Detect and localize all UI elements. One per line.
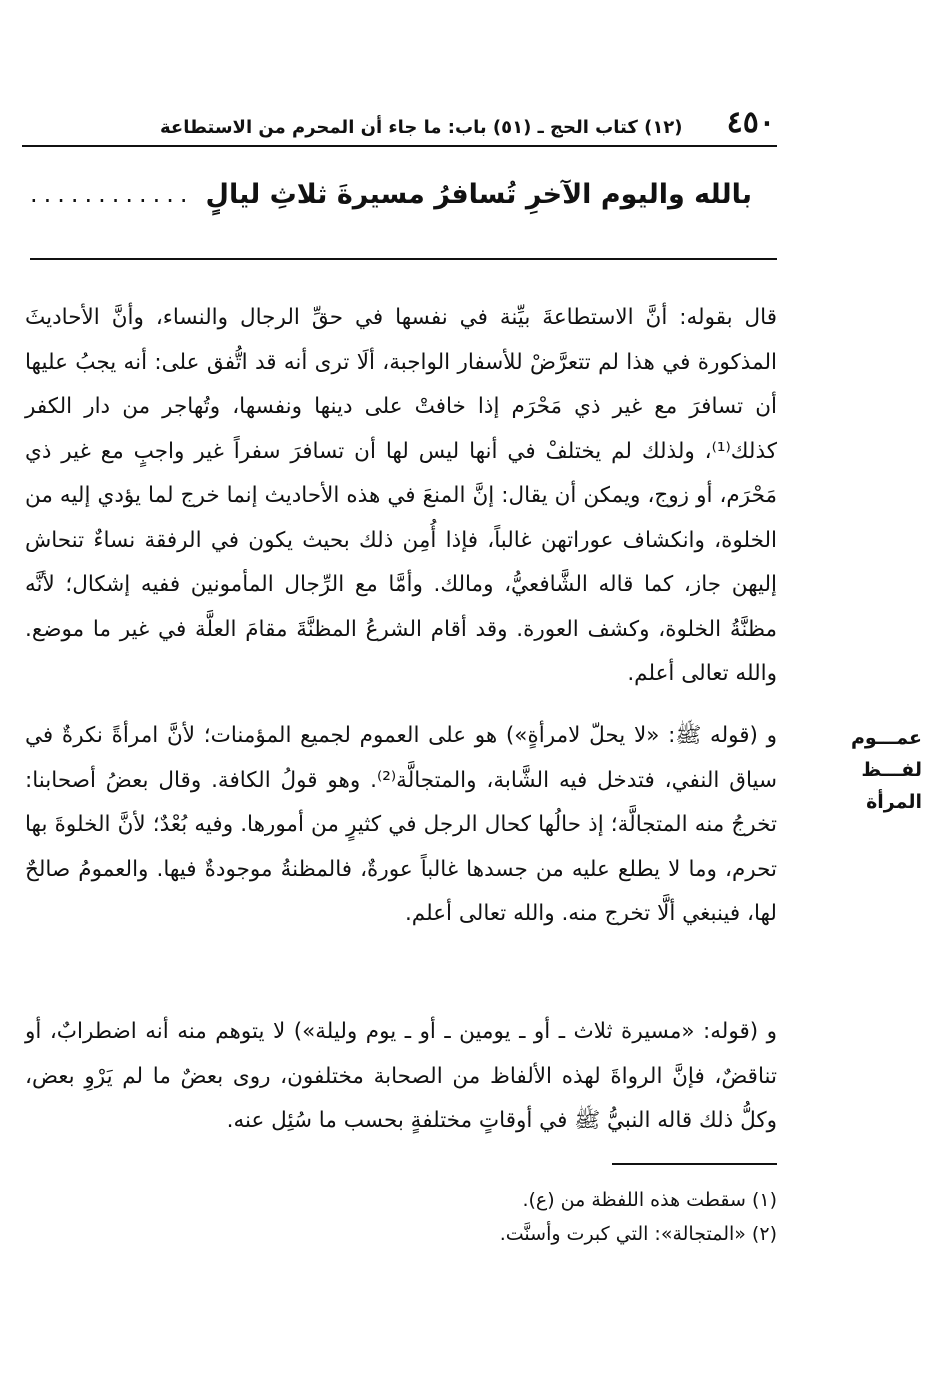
header-rule [22,145,777,147]
commentary-paragraph-3 [25,1010,777,1144]
hadith-text-line [30,168,775,220]
running-header [160,92,775,138]
footnotes [300,1183,777,1251]
margin-note-line-2: المرأة [866,791,922,813]
margin-note [792,722,922,818]
footnote-rule [612,1163,777,1165]
commentary-paragraph-1 [25,296,777,697]
hadith-text: بالله واليوم الآخرِ تُسافرُ مسيرةَ ثلاثِ ليالٍ [205,178,752,210]
footnote-2: (٢) «المتجالة»: التي كبرت وأسنَّت. [499,1223,777,1245]
chapter-title: (١٢) كتاب الحج ـ (٥١) باب: ما جاء أن المحرم من الاستطاعة [160,117,683,138]
ellipsis-dots: ............ [30,180,194,208]
paragraph-text: قال بقوله: أنَّ الاستطاعةَ بيِّنة في نفسها في حقِّ الرجال والنساء، وأنَّ الأحاديثَ المذكورة في هذا لم تتعرَّضْ للأسفار الواجبة، ألَا ترى أنه قد اتُّفق على: أنه يجبُ عليها أن تسافرَ مع غير ذي مَحْرَم إذا خافتْ على دينها ونفسها، وتُهاجر من دار الكفر كذلك⁽¹⁾، ولذلك لم يختلفْ في أنها ليس لها أن تسافرَ سفراً غير واجبٍ مع غير ذي مَحْرَم، أو زوج، ويمكن أن يقال: إنَّ المنعَ في هذه الأحاديث إنما خرج لما يؤدي إليه من الخلوة، وانكشاف عوراتهن غالباً، فإذا أُمِن ذلك بحيث يكون في الرفقة نساءٌ تنحاش إليهن جاز، كما قاله الشَّافعيُّ، ومالك. وأمَّا مع الرِّجال المأمونين ففيه إشكال؛ لأنَّه مظنَّةُ الخلوة، وكشف العورة. وقد أقام الشرعُ المظنَّةَ مقامَ العلَّة في غير ما موضع. والله تعالى أعلم. [25,305,777,686]
footnote-1: (١) سقطت هذه اللفظة من (ع). [522,1189,777,1211]
paragraph-text: و (قوله ﷺ: «لا يحلّ لامرأةٍ») هو على العموم لجميع المؤمنات؛ لأنَّ امرأةً نكرةٌ في سياق النفي، فتدخل فيه الشَّابة، والمتجالَّة⁽²⁾. وهو قولُ الكافة. وقال بعضُ أصحابنا: تخرجُ منه المتجالَّة؛ إذ حالُها كحال الرجل في كثيرٍ من أمورها. وفيه بُعْدٌ؛ لأنَّ الخلوةَ بها تحرم، وما لا يطلع عليه من جسدها غالباً عورةٌ، فالمظنةُ موجودةٌ فيها. والعمومُ صالحٌ لها، فينبغي ألَّا تخرج منه. والله تعالى أعلم. [25,723,777,926]
page-number: ٤٥٠ [726,105,775,140]
margin-note-line-1: عمـــوم لفـــظ [850,727,922,781]
paragraph-text: و (قوله: «مسيرة ثلاث ـ أو ـ يومين ـ أو ـ يوم وليلة») لا يتوهم منه أنه اضطرابٌ، أو تناقضٌ، فإنَّ الرواةَ لهذه الألفاظ من الصحابة مختلفون، روى بعضٌ ما لم يَرْوِ بعض، وكلُّ ذلك قاله النبيُّ ﷺ في أوقاتٍ مختلفةٍ بحسب ما سُئِل عنه. [25,1019,777,1133]
commentary-paragraph-2 [25,714,777,937]
hadith-divider-rule [30,258,777,260]
